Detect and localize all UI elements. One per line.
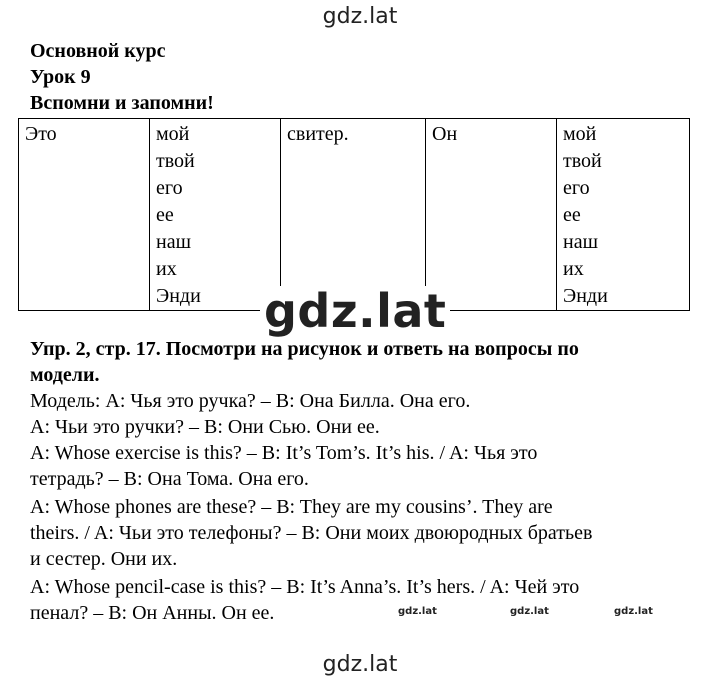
answer-line: тетрадь? – B: Она Тома. Она его. [30,468,309,490]
pronoun-item: наш [156,231,191,253]
course-heading: Основной курс [30,40,166,62]
table-cell-sweater: свитер. [281,119,426,311]
pronoun-item: мой [156,123,190,145]
exercise-title-continued: модели. [30,364,100,386]
watermark-small: gdz.lat [614,606,653,617]
remember-heading: Вспомни и запомни! [30,92,214,114]
watermark-top: gdz.lat [322,4,398,29]
pronoun-item: ее [563,204,581,226]
answer-line: Модель: A: Чья это ручка? – B: Она Билла. Она его. [30,390,471,412]
table-cell-pronouns-left [150,119,281,311]
pronoun-item: мой [563,123,597,145]
pronoun-item: Энди [156,285,201,307]
exercise-title: Упр. 2, стр. 17. Посмотри на рисунок и ответь на вопросы по [30,338,579,360]
answer-line: A: Чьи это ручки? – B: Они Сью. Они ее. [30,416,380,438]
pronoun-item: его [563,177,590,199]
pronoun-item: наш [563,231,598,253]
pronoun-item: твой [563,150,602,172]
answer-line: A: Whose pencil-case is this? – B: It’s Anna’s. It’s hers. / A: Чей это [30,576,580,598]
pronoun-item: их [156,258,177,280]
pronoun-table [18,118,690,311]
watermark-center: gdz.lat [260,286,450,336]
pronoun-item: Энди [563,285,608,307]
table-cell-on: Он [426,119,557,311]
answer-line: и сестер. Они их. [30,548,178,570]
table-cell-pronouns-right [557,119,690,311]
watermark-small: gdz.lat [398,606,437,617]
answer-line: пенал? – B: Он Анны. Он ее. [30,602,275,624]
pronoun-item: их [563,258,584,280]
answer-line: theirs. / A: Чьи это телефоны? – B: Они моих двоюродных братьев [30,522,593,544]
answer-line: A: Whose phones are these? – B: They are my cousins’. They are [30,496,553,518]
watermark-bottom: gdz.lat [322,652,398,677]
table-row [19,119,690,311]
lesson-heading: Урок 9 [30,66,91,88]
pronoun-item: ее [156,204,174,226]
answer-line: A: Whose exercise is this? – B: It’s Tom’s. It’s his. / A: Чья это [30,442,538,464]
pronoun-item: его [156,177,183,199]
watermark-small: gdz.lat [510,606,549,617]
table-cell-eto: Это [19,119,150,311]
pronoun-item: твой [156,150,195,172]
